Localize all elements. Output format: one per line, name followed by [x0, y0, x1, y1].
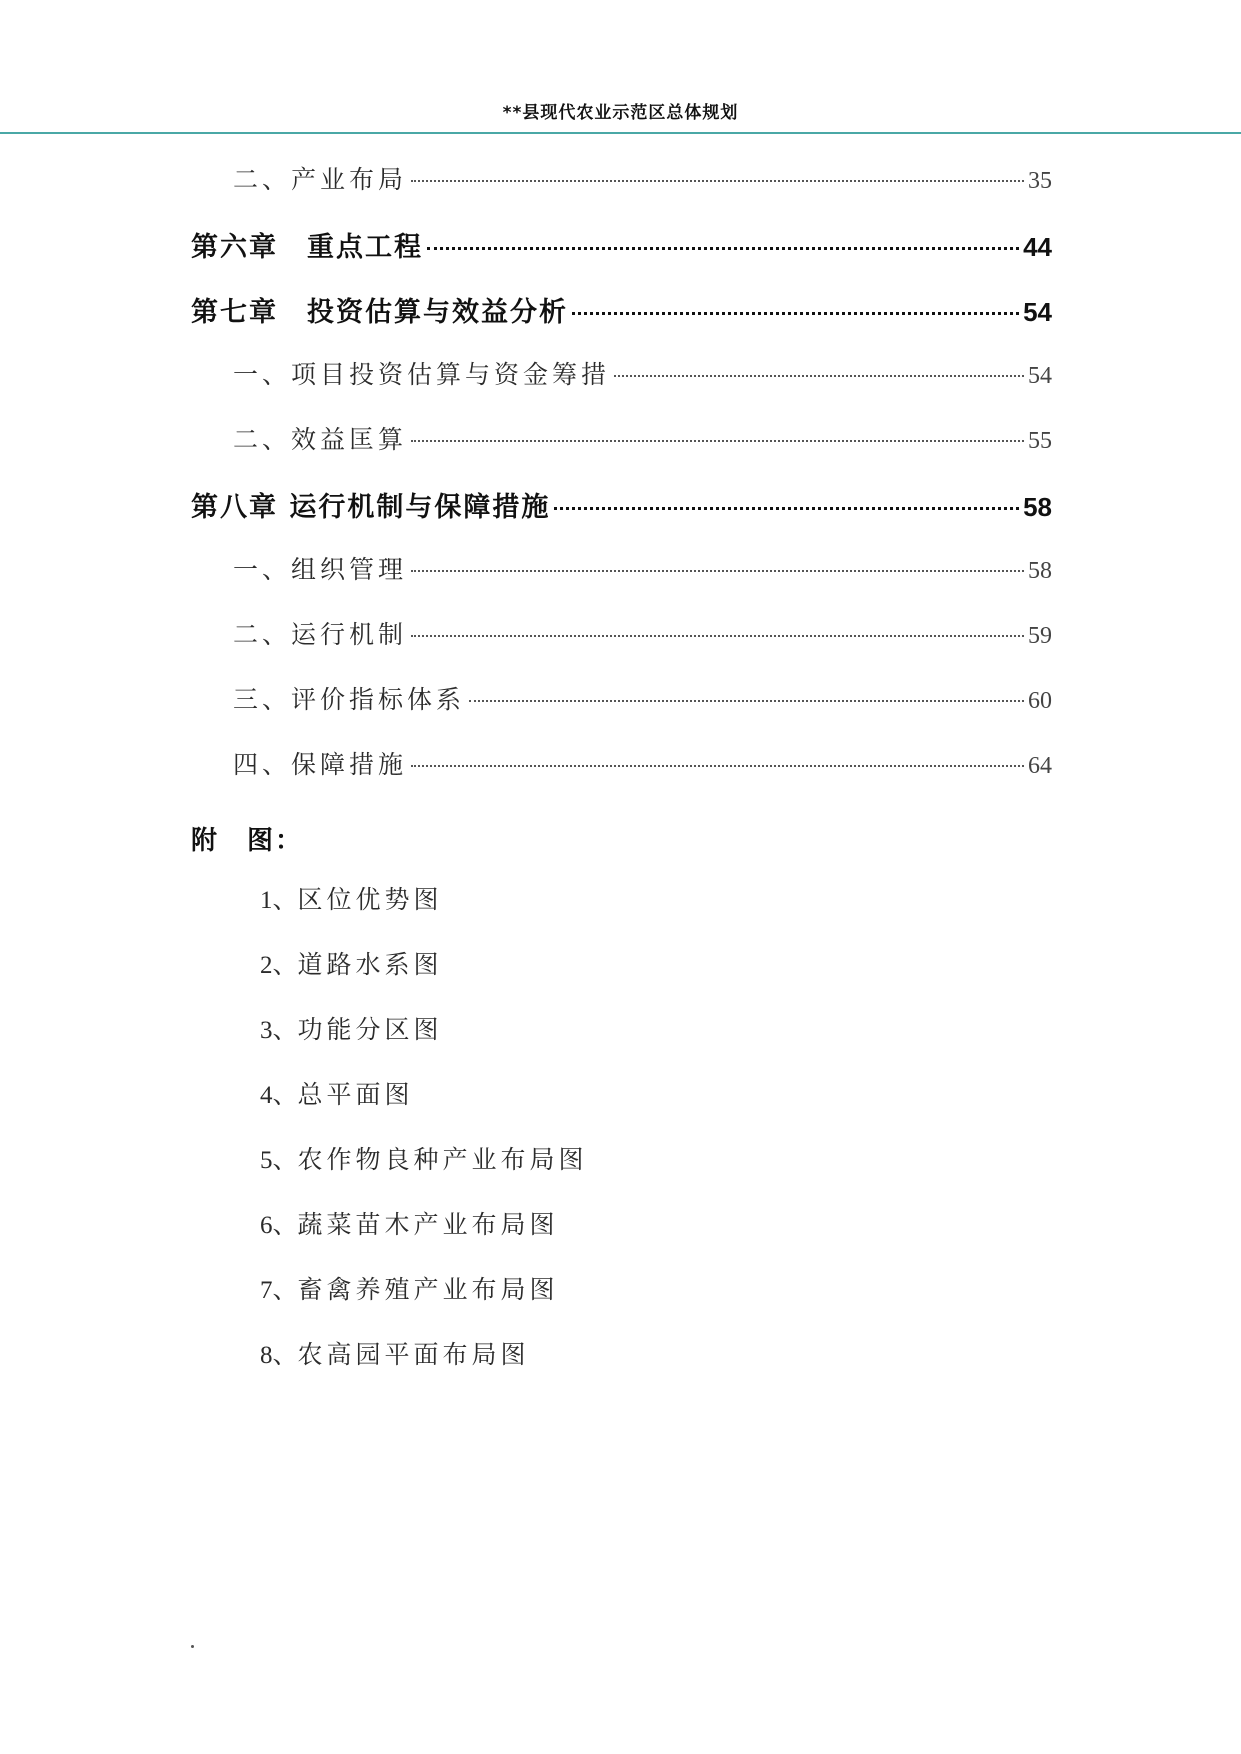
appendix-item-number: 5、 — [260, 1147, 298, 1174]
footer-mark — [191, 1645, 194, 1648]
toc-entry-page: 59 — [1028, 623, 1052, 649]
toc-entry-chapter-7[interactable] — [191, 290, 1052, 330]
appendix-item-name: 畜禽养殖产业布局图 — [297, 1275, 559, 1304]
page-header-title: **县现代农业示范区总体规划 — [502, 103, 739, 123]
toc-entry-chapter-6[interactable] — [191, 225, 1052, 265]
toc-leader-dots — [614, 375, 1024, 377]
toc-entry-page: 58 — [1023, 492, 1052, 522]
toc-entry-label: 一、组织管理 — [233, 555, 408, 584]
toc-leader-dots — [572, 312, 1019, 315]
appendix-item-number: 2、 — [260, 952, 298, 979]
toc-entry-industry-layout[interactable] — [233, 160, 1052, 200]
toc-entry-label: 二、效益匡算 — [233, 425, 408, 454]
toc-entry-page: 58 — [1028, 558, 1052, 584]
toc-entry-label: 四、保障措施 — [233, 750, 408, 779]
toc-entry-safeguards[interactable] — [233, 745, 1052, 785]
toc-entry-page: 60 — [1028, 688, 1052, 714]
toc-leader-dots — [411, 765, 1024, 767]
appendix-item-number: 7、 — [260, 1277, 298, 1304]
appendix-item-number: 8、 — [260, 1342, 298, 1369]
appendix-item-name: 区位优势图 — [297, 885, 443, 914]
toc-entry-page: 64 — [1028, 753, 1052, 779]
appendix-item-number: 6、 — [260, 1212, 298, 1239]
toc-entry-label: 第六章 重点工程 — [191, 232, 423, 263]
appendix-item[interactable] — [260, 1140, 588, 1176]
appendix-item-number: 1、 — [260, 887, 298, 914]
toc-entry-label: 一、项目投资估算与资金筹措 — [233, 360, 611, 389]
toc-entry-page: 44 — [1023, 232, 1052, 262]
toc-entry-page: 54 — [1028, 363, 1052, 389]
toc-entry-label: 二、产业布局 — [233, 165, 408, 194]
toc-entry-label: 三、评价指标体系 — [233, 685, 466, 714]
toc-entry-label: 二、运行机制 — [233, 620, 408, 649]
toc-leader-dots — [411, 180, 1024, 182]
appendix-item-name: 蔬菜苗木产业布局图 — [297, 1210, 559, 1239]
toc-leader-dots — [427, 247, 1019, 250]
appendix-item-name: 农高园平面布局图 — [297, 1340, 530, 1369]
toc-entry-page: 54 — [1023, 297, 1052, 327]
toc-entry-label: 第八章 运行机制与保障措施 — [191, 492, 551, 523]
appendix-item[interactable] — [260, 1270, 559, 1306]
toc-leader-dots — [554, 507, 1019, 510]
toc-leader-dots — [469, 700, 1024, 702]
appendix-item-number: 4、 — [260, 1082, 298, 1109]
toc-entry-evaluation-indicators[interactable] — [233, 680, 1052, 720]
toc-entry-organization[interactable] — [233, 550, 1052, 590]
toc-entry-label: 第七章 投资估算与效益分析 — [191, 297, 568, 328]
appendix-item[interactable] — [260, 1205, 559, 1241]
appendix-item[interactable] — [260, 1010, 443, 1046]
toc-leader-dots — [411, 635, 1024, 637]
toc-entry-chapter-8[interactable] — [191, 485, 1052, 525]
header-divider — [0, 132, 1241, 134]
appendix-heading: 附 图： — [191, 826, 304, 856]
appendix-item-number: 3、 — [260, 1017, 298, 1044]
appendix-item[interactable] — [260, 945, 443, 981]
appendix-item-name: 道路水系图 — [297, 950, 443, 979]
toc-leader-dots — [411, 440, 1024, 442]
appendix-item-name: 功能分区图 — [297, 1015, 443, 1044]
appendix-item[interactable] — [260, 880, 443, 916]
appendix-item-name: 农作物良种产业布局图 — [297, 1145, 588, 1174]
toc-entry-page: 35 — [1028, 168, 1052, 194]
toc-entry-investment-estimate[interactable] — [233, 355, 1052, 395]
toc-entry-benefit-estimate[interactable] — [233, 420, 1052, 460]
appendix-item[interactable] — [260, 1335, 530, 1371]
toc-leader-dots — [411, 570, 1024, 572]
toc-entry-operation-mechanism[interactable] — [233, 615, 1052, 655]
toc-entry-page: 55 — [1028, 428, 1052, 454]
appendix-item[interactable] — [260, 1075, 414, 1111]
appendix-item-name: 总平面图 — [297, 1080, 414, 1109]
